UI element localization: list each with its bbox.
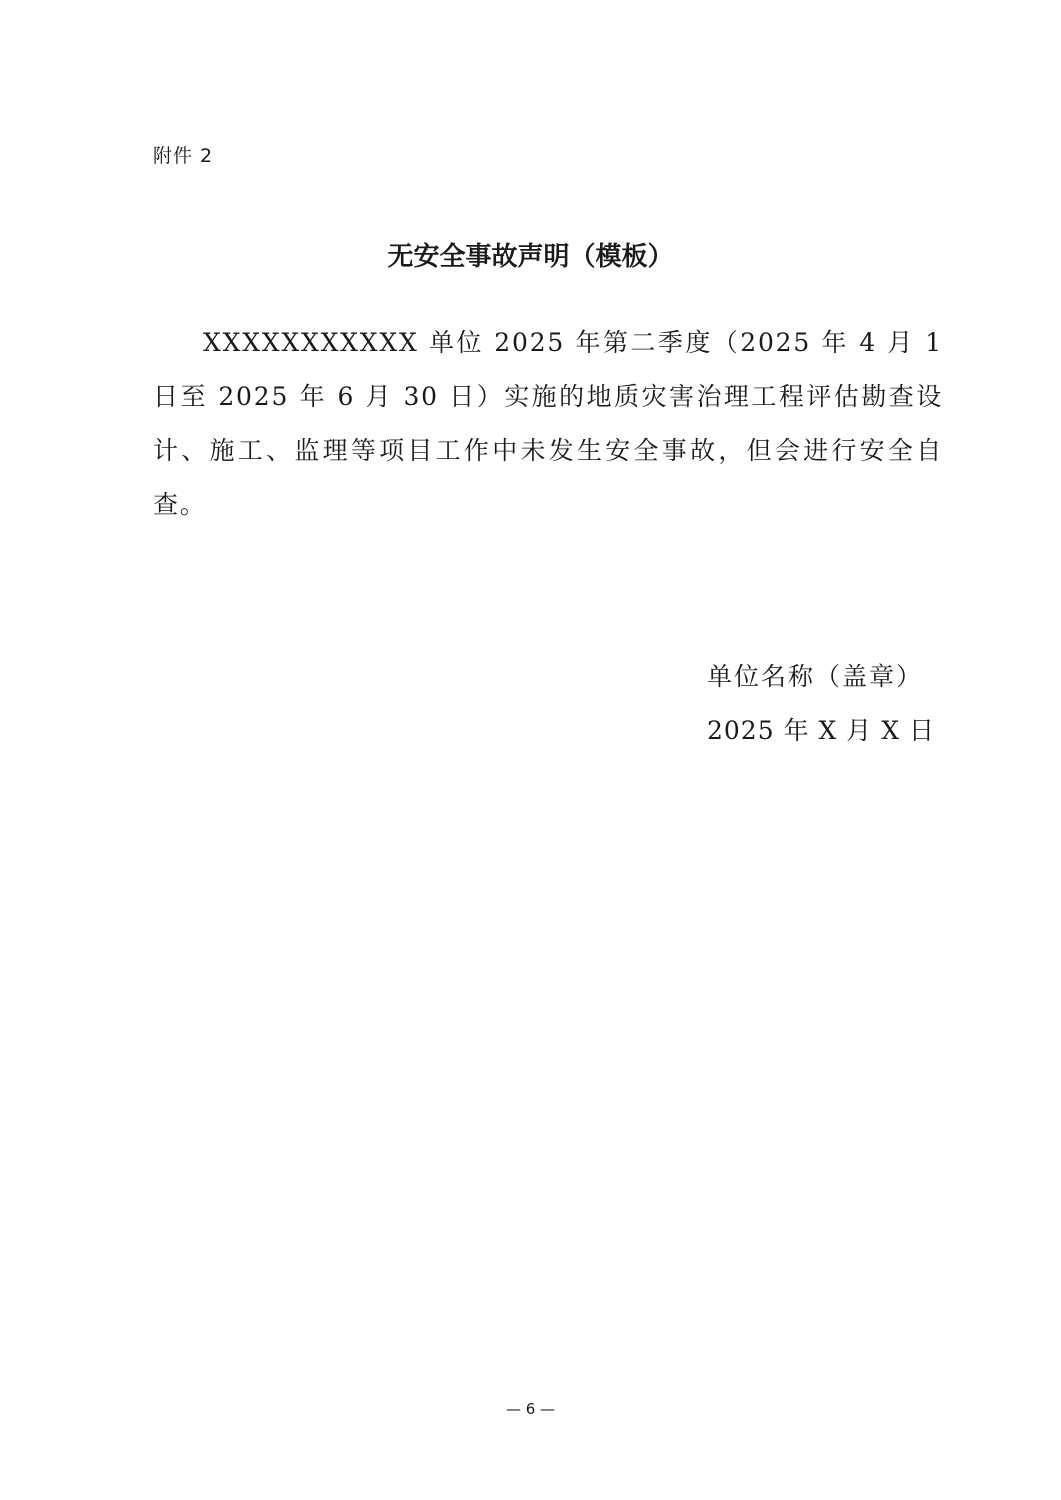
declaration-body: XXXXXXXXXXX 单位 2025 年第二季度（2025 年 4 月 1 日至 2025 年 6 月 30 日）实施的地质灾害治理工程评估勘查设计、施工、监理等项目工作中未发生安全事故，但会进行安全自查。 — [153, 328, 943, 519]
signature-date: 2025 年 X 月 X 日 — [707, 716, 935, 745]
signature-unit-name: 单位名称（盖章） — [707, 662, 924, 691]
document-title: 无安全事故声明（模板） — [387, 242, 674, 272]
page-number: — 6 — — [505, 1400, 556, 1418]
attachment-label: 附件 2 — [153, 145, 214, 167]
